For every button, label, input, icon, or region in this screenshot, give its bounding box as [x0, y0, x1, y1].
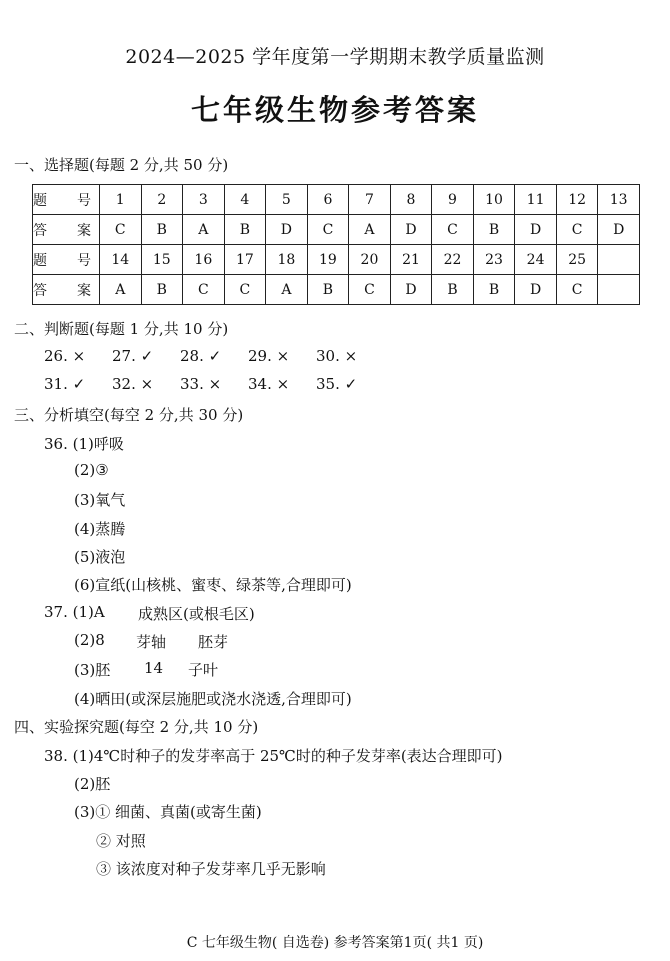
table-cell: C [556, 215, 598, 245]
table-cell: 7 [349, 185, 391, 215]
table-cell: D [390, 215, 432, 245]
table-cell: 6 [307, 185, 349, 215]
section-3-heading: 三、分析填空(每空 2 分,共 30 分) [14, 406, 244, 424]
q36-line: (2)③ [74, 461, 109, 479]
row-label: 题 号 [33, 185, 100, 215]
q38-line: ② 对照 [96, 832, 146, 850]
table-cell: 13 [598, 185, 640, 215]
page-footer: C 七年级生物( 自选卷) 参考答案第1页( 共1 页) [186, 935, 484, 951]
table-cell: B [473, 275, 515, 305]
table-cell: 19 [307, 245, 349, 275]
table-cell: 24 [515, 245, 557, 275]
table-cell: 8 [390, 185, 432, 215]
q37-part: (4)晒田(或深层施肥或浇水浇透,合理即可) [74, 690, 352, 708]
table-row [33, 185, 640, 215]
table-row [33, 245, 640, 275]
table-cell: 5 [266, 185, 308, 215]
table-cell: 22 [432, 245, 474, 275]
table-cell: C [224, 275, 266, 305]
table-cell: 9 [432, 185, 474, 215]
table-cell: 4 [224, 185, 266, 215]
q36-line: (3)氧气 [74, 491, 126, 509]
choice-answer-table [32, 184, 640, 305]
table-cell: C [183, 275, 225, 305]
q37-part: (3)胚 [74, 661, 111, 679]
judge-item: 34. × [248, 375, 290, 393]
table-cell: D [266, 215, 308, 245]
q38-line: 38. (1)4℃时种子的发芽率高于 25℃时的种子发芽率(表达合理即可) [44, 747, 503, 765]
table-cell: 1 [100, 185, 142, 215]
table-cell: A [100, 275, 142, 305]
section-1-heading: 一、选择题(每题 2 分,共 50 分) [14, 156, 229, 174]
q38-line: (3)① 细菌、真菌(或寄生菌) [74, 803, 262, 821]
q37-part: 芽轴 [136, 633, 167, 651]
q38-line: (2)胚 [74, 775, 111, 793]
table-cell: 25 [556, 245, 598, 275]
table-cell: D [515, 275, 557, 305]
table-cell: 11 [515, 185, 557, 215]
table-cell: A [183, 215, 225, 245]
table-cell: 2 [141, 185, 183, 215]
q38-line: ③ 该浓度对种子发芽率几乎无影响 [96, 860, 326, 878]
table-cell: A [349, 215, 391, 245]
table-cell: C [100, 215, 142, 245]
section-4-heading: 四、实验探究题(每空 2 分,共 10 分) [14, 718, 259, 736]
table-cell: B [141, 275, 183, 305]
table-cell: D [598, 215, 640, 245]
table-cell [598, 245, 640, 275]
q37-part: (2)8 [74, 631, 105, 649]
table-cell: D [515, 215, 557, 245]
table-cell: 12 [556, 185, 598, 215]
table-cell: C [432, 215, 474, 245]
row-label: 题 号 [33, 245, 100, 275]
table-cell: C [556, 275, 598, 305]
table-cell: 17 [224, 245, 266, 275]
q36-line: (5)液泡 [74, 548, 126, 566]
table-cell: 16 [183, 245, 225, 275]
table-cell: D [390, 275, 432, 305]
q37-part: 14 [144, 659, 164, 677]
table-cell: 20 [349, 245, 391, 275]
judge-item: 26. × [44, 347, 86, 365]
table-row [33, 215, 640, 245]
q36-line: 36. (1)呼吸 [44, 435, 124, 453]
table-cell: B [224, 215, 266, 245]
q37-part: 子叶 [188, 661, 219, 679]
q36-line: (4)蒸腾 [74, 520, 126, 538]
table-cell: 10 [473, 185, 515, 215]
table-cell: 18 [266, 245, 308, 275]
q36-line: (6)宣纸(山核桃、蜜枣、绿茶等,合理即可) [74, 576, 352, 594]
table-cell: B [473, 215, 515, 245]
exam-subtitle: 2024—2025 学年度第一学期期末教学质量监测 [125, 46, 545, 68]
table-cell: C [307, 215, 349, 245]
q37-part: 37. (1)A [44, 603, 105, 621]
judge-item: 33. × [180, 375, 222, 393]
table-cell: B [432, 275, 474, 305]
judge-item: 31. ✓ [44, 375, 86, 393]
table-cell: 21 [390, 245, 432, 275]
section-2-heading: 二、判断题(每题 1 分,共 10 分) [14, 320, 229, 338]
table-cell: B [307, 275, 349, 305]
judge-item: 28. ✓ [180, 347, 222, 365]
table-cell: B [141, 215, 183, 245]
page-title: 七年级生物参考答案 [190, 93, 479, 127]
table-cell: 23 [473, 245, 515, 275]
table-cell: A [266, 275, 308, 305]
judge-item: 35. ✓ [316, 375, 358, 393]
table-cell: 3 [183, 185, 225, 215]
judge-item: 29. × [248, 347, 290, 365]
table-cell: C [349, 275, 391, 305]
row-label: 答 案 [33, 275, 100, 305]
q37-part: 成熟区(或根毛区) [138, 605, 255, 623]
judge-item: 32. × [112, 375, 154, 393]
judge-item: 30. × [316, 347, 358, 365]
table-cell: 15 [141, 245, 183, 275]
table-cell [598, 275, 640, 305]
table-row [33, 275, 640, 305]
judge-item: 27. ✓ [112, 347, 154, 365]
row-label: 答 案 [33, 215, 100, 245]
table-cell: 14 [100, 245, 142, 275]
q37-part: 胚芽 [198, 633, 229, 651]
